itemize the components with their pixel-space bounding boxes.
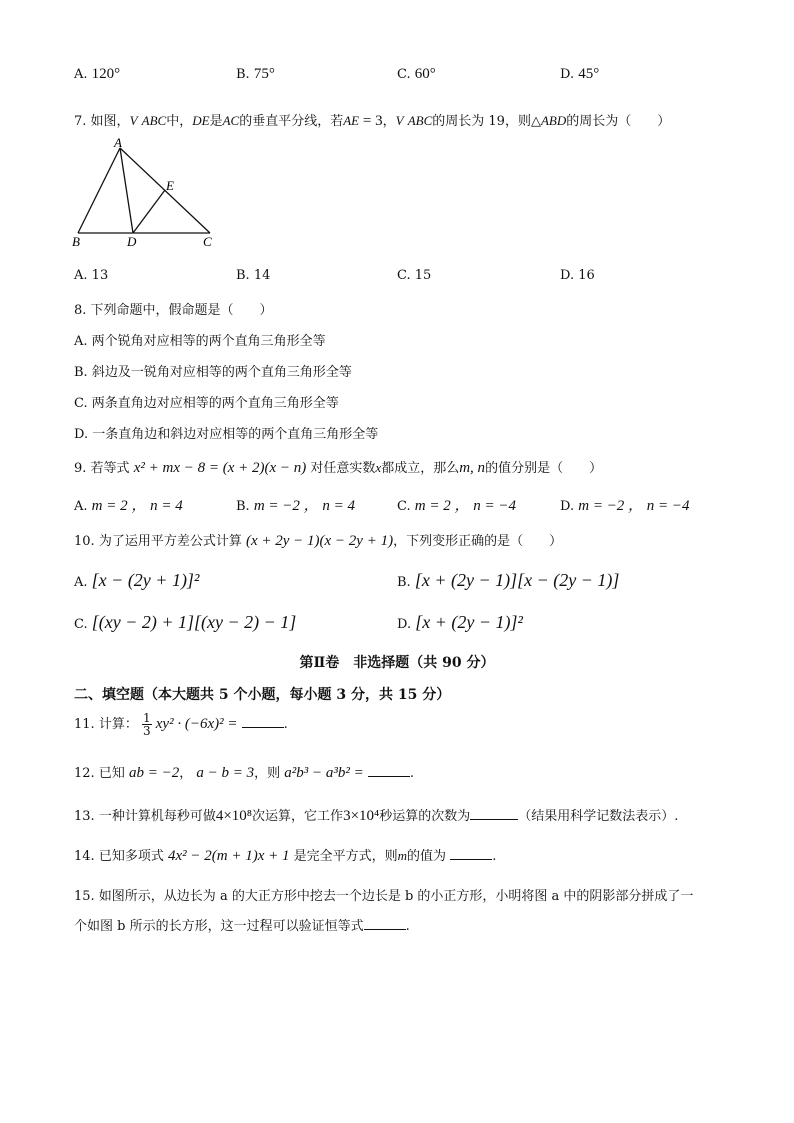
- section-heading: 二、填空题（本大题共 5 个小题，每小题 3 分，共 15 分）: [74, 687, 451, 703]
- q7-option-a: A. 13: [74, 268, 109, 283]
- q6-option-d: D. 45°: [560, 66, 600, 82]
- label-b: B: [72, 234, 80, 249]
- label-a: A: [114, 138, 122, 150]
- q7-option-b: B. 14: [236, 268, 271, 283]
- q11-answer-blank[interactable]: [242, 715, 284, 728]
- q7-triangle-figure: [70, 138, 230, 250]
- q14-answer-blank[interactable]: [450, 847, 492, 860]
- q12: 12. 已知 ab = −2， a − b = 3，则 a²b³ − a³b² = .: [74, 765, 415, 781]
- q8-option-a: A. 两个锐角对应相等的两个直角三角形全等: [74, 334, 326, 349]
- q15-answer-blank[interactable]: [364, 917, 406, 930]
- q7-option-c: C. 15: [397, 268, 432, 283]
- q9-stem: 9. 若等式 x² + mx − 8 = (x + 2)(x − n) 对任意实数x都成立，那么m, n的值分别是（ ）: [74, 460, 603, 476]
- q9-option-c: C. m = 2 ， n = −4: [397, 498, 516, 514]
- label-c: C: [203, 234, 212, 249]
- q8-stem: 8. 下列命题中，假命题是（ ）: [74, 303, 273, 318]
- section-title: 第Ⅱ卷 非选择题（共 90 分）: [299, 655, 495, 671]
- segment-de: [133, 190, 165, 233]
- q14: 14. 已知多项式 4x² − 2(m + 1)x + 1 是完全平方式，则m的值为 .: [74, 848, 497, 864]
- q12-answer-blank[interactable]: [368, 764, 410, 777]
- q7-stem: 7. 如图，V ABC中，DE是AC的垂直平分线，若AE = 3，V ABC的周长为 19，则△ABD的周长为（ ）: [74, 113, 671, 129]
- q10-stem: 10. 为了运用平方差公式计算 (x + 2y − 1)(x − 2y + 1)，下列变形正确的是（ ）: [74, 533, 563, 549]
- q8-option-b: B. 斜边及一锐角对应相等的两个直角三角形全等: [74, 365, 352, 380]
- q9-option-d: D. m = −2 ， n = −4: [560, 498, 690, 514]
- q10-option-c: C. [(xy − 2) + 1][(xy − 2) − 1]: [74, 612, 297, 632]
- q6-option-b: B. 75°: [236, 66, 275, 82]
- segment-ab: [78, 148, 120, 233]
- q8-option-d: D. 一条直角边和斜边对应相等的两个直角三角形全等: [74, 427, 379, 442]
- q13-answer-blank[interactable]: [470, 807, 518, 820]
- q10-option-a: A. [x − (2y + 1)]²: [74, 570, 200, 590]
- q11: 11. 计算： $\frac{1}{3}$ xy² · (−6x)² = .: [74, 711, 288, 738]
- q10-option-d: D. [x + (2y − 1)]²: [397, 612, 523, 632]
- q15-line1: 15. 如图所示，从边长为 a 的大正方形中挖去一个边长是 b 的小正方形，小明将图 a 中的阴影部分拼成了一: [74, 889, 694, 904]
- q6-option-c: C. 60°: [397, 66, 436, 82]
- q9-option-a: A. m = 2 ， n = 4: [74, 498, 183, 514]
- q11-fraction: $\frac{1}{3}$: [142, 711, 151, 738]
- label-d: D: [127, 234, 137, 249]
- q8-option-c: C. 两条直角边对应相等的两个直角三角形全等: [74, 396, 339, 411]
- label-e: E: [166, 178, 174, 193]
- q13: 13. 一种计算机每秒可做4×10⁸次运算，它工作3×10⁴秒运算的次数为 （结果用科学记数法表示）.: [74, 808, 679, 824]
- q15-line2: 个如图 b 所示的长方形，这一过程可以验证恒等式 .: [74, 919, 410, 934]
- segment-ad: [120, 148, 133, 233]
- q9-option-b: B. m = −2 ， n = 4: [236, 498, 356, 514]
- q6-option-a: A. 120°: [74, 66, 121, 82]
- q7-option-d: D. 16: [560, 268, 595, 283]
- q10-option-b: B. [x + (2y − 1)][x − (2y − 1)]: [397, 570, 620, 590]
